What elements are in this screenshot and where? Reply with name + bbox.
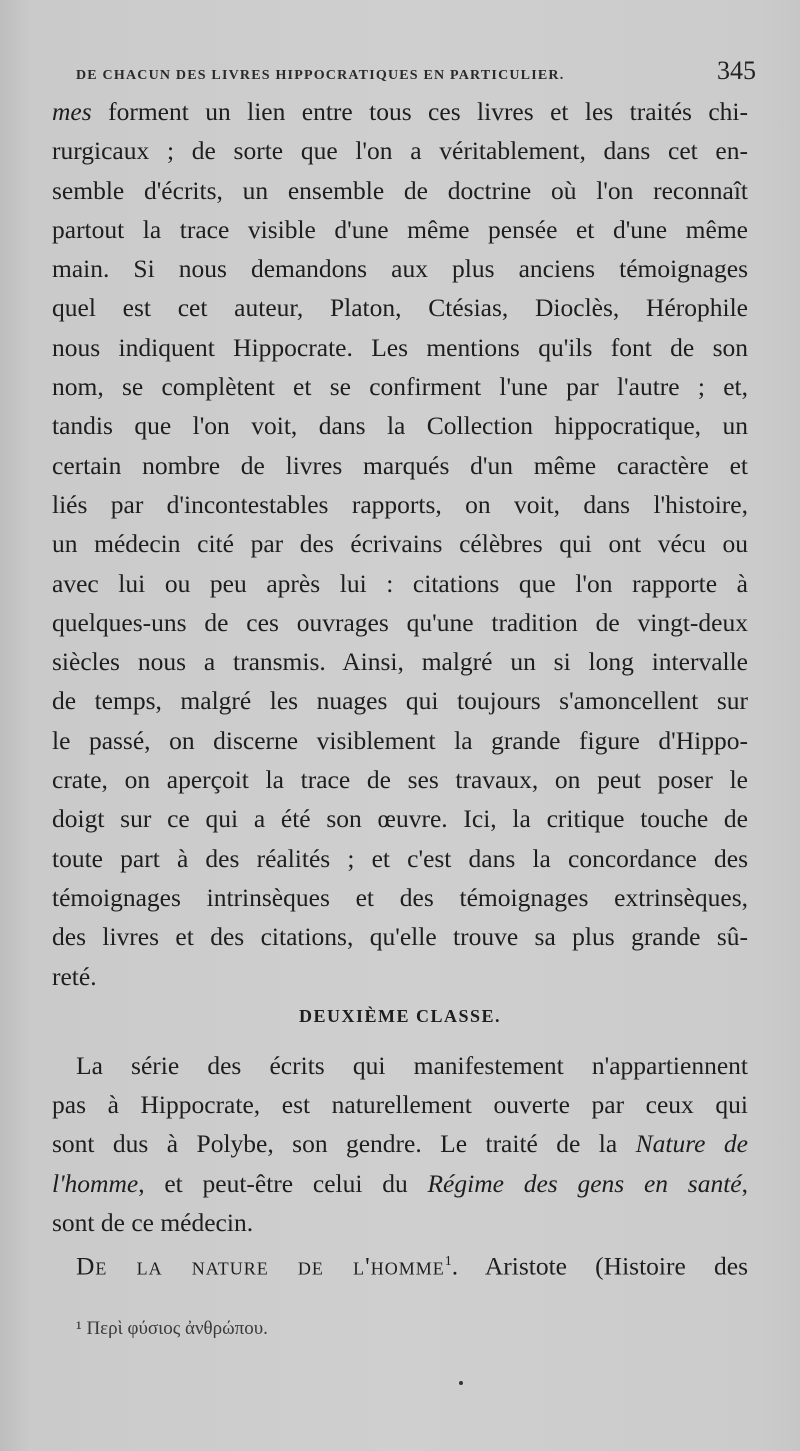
text-line: La série des écrits qui manifestement n'appartiennent: [76, 1050, 748, 1080]
text-line: avec lui ou peu après lui : citations que l'on rapporte à: [52, 568, 748, 598]
italic-title: Nature de: [635, 1129, 748, 1159]
text-line: reté.: [52, 961, 97, 991]
text-line: nous indiquent Hippocrate. Les mentions qu'ils font de son: [52, 332, 748, 362]
italic-title: l'homme: [52, 1168, 139, 1198]
italic-fragment: mes: [52, 97, 92, 126]
text-line: certain nombre de livres marqués d'un même caractère et: [52, 450, 748, 480]
text-line: main. Si nous demandons aux plus anciens témoignages: [52, 254, 748, 284]
text-line: crate, on aperçoit la trace de ses travaux, on peut poser le: [52, 765, 748, 795]
text-line: de temps, malgré les nuages qui toujours s'amoncellent sur: [52, 686, 748, 716]
text-line: pas à Hippocrate, est naturellement ouverte par ceux qui: [52, 1090, 748, 1120]
line-text: ,: [741, 1168, 748, 1198]
text-line: [52, 1164, 748, 1203]
text-line: des livres et des citations, qu'elle trouve sa plus grande sû-: [52, 922, 748, 952]
text-line: sont de ce médecin.: [52, 1208, 254, 1238]
footnote: [76, 1318, 756, 1340]
line-text: , et peut-être celui du: [138, 1168, 428, 1198]
footnote-text: Περὶ φύσιος ἀνθρώπου.: [86, 1318, 268, 1339]
text-line: le passé, on discerne visiblement la grande figure d'Hippo-: [52, 725, 748, 755]
text-line: témoignages intrinsèques et des témoignages extrinsèques,: [52, 882, 748, 912]
section-heading: DEUXIÈME CLASSE.: [298, 1005, 502, 1026]
line-text: sont dus à Polybe, son gendre. Le traité de la: [52, 1129, 636, 1159]
text-line: quel est cet auteur, Platon, Ctésias, Dioclès, Hérophile: [52, 293, 748, 323]
text-line: toute part à des réalités ; et c'est dans la concordance des: [52, 843, 748, 873]
print-speck: [459, 1381, 463, 1385]
text-line: semble d'écrits, un ensemble de doctrine où l'on reconnaît: [52, 175, 748, 205]
line-text: forment un lien entre tous ces livres et les traités chi-: [91, 97, 748, 126]
text-line: siècles nous a transmis. Ainsi, malgré un si long intervalle: [52, 647, 748, 677]
text-line: quelques-uns de ces ouvrages qu'une tradition de vingt-deux: [52, 607, 748, 637]
body-text: [52, 92, 748, 1282]
page-number: 345: [717, 56, 756, 85]
text-line: un médecin cité par des écrivains célèbres qui ont vécu ou: [52, 529, 748, 559]
text-line: doigt sur ce qui a été son œuvre. Ici, la critique touche de: [52, 804, 748, 834]
text-line: [52, 92, 748, 131]
italic-title: Régime des gens en santé: [427, 1168, 742, 1198]
text-line: tandis que l'on voit, dans la Collection hippocratique, un: [52, 411, 748, 441]
footnote-marker: 1: [444, 1254, 452, 1270]
footnote-marker: ¹: [76, 1318, 82, 1339]
text-line: liés par d'incontestables rapports, on voit, dans l'histoire,: [52, 489, 748, 519]
small-caps-title: De la nature de l'homme: [76, 1251, 445, 1281]
text-line: [52, 1124, 748, 1163]
text-line: partout la trace visible d'une même pensée et d'une même: [52, 214, 748, 244]
line-text: . Aristote (Histoire des: [451, 1251, 748, 1281]
running-title: DE CHACUN DES LIVRES HIPPOCRATIQUES EN PARTICULIER.: [76, 68, 565, 83]
text-line: nom, se complètent et se confirment l'une par l'autre ; et,: [52, 372, 748, 402]
running-head: [76, 56, 756, 90]
text-line: rurgicaux ; de sorte que l'on a véritablement, dans cet en-: [52, 136, 748, 166]
text-line: [52, 1242, 748, 1281]
